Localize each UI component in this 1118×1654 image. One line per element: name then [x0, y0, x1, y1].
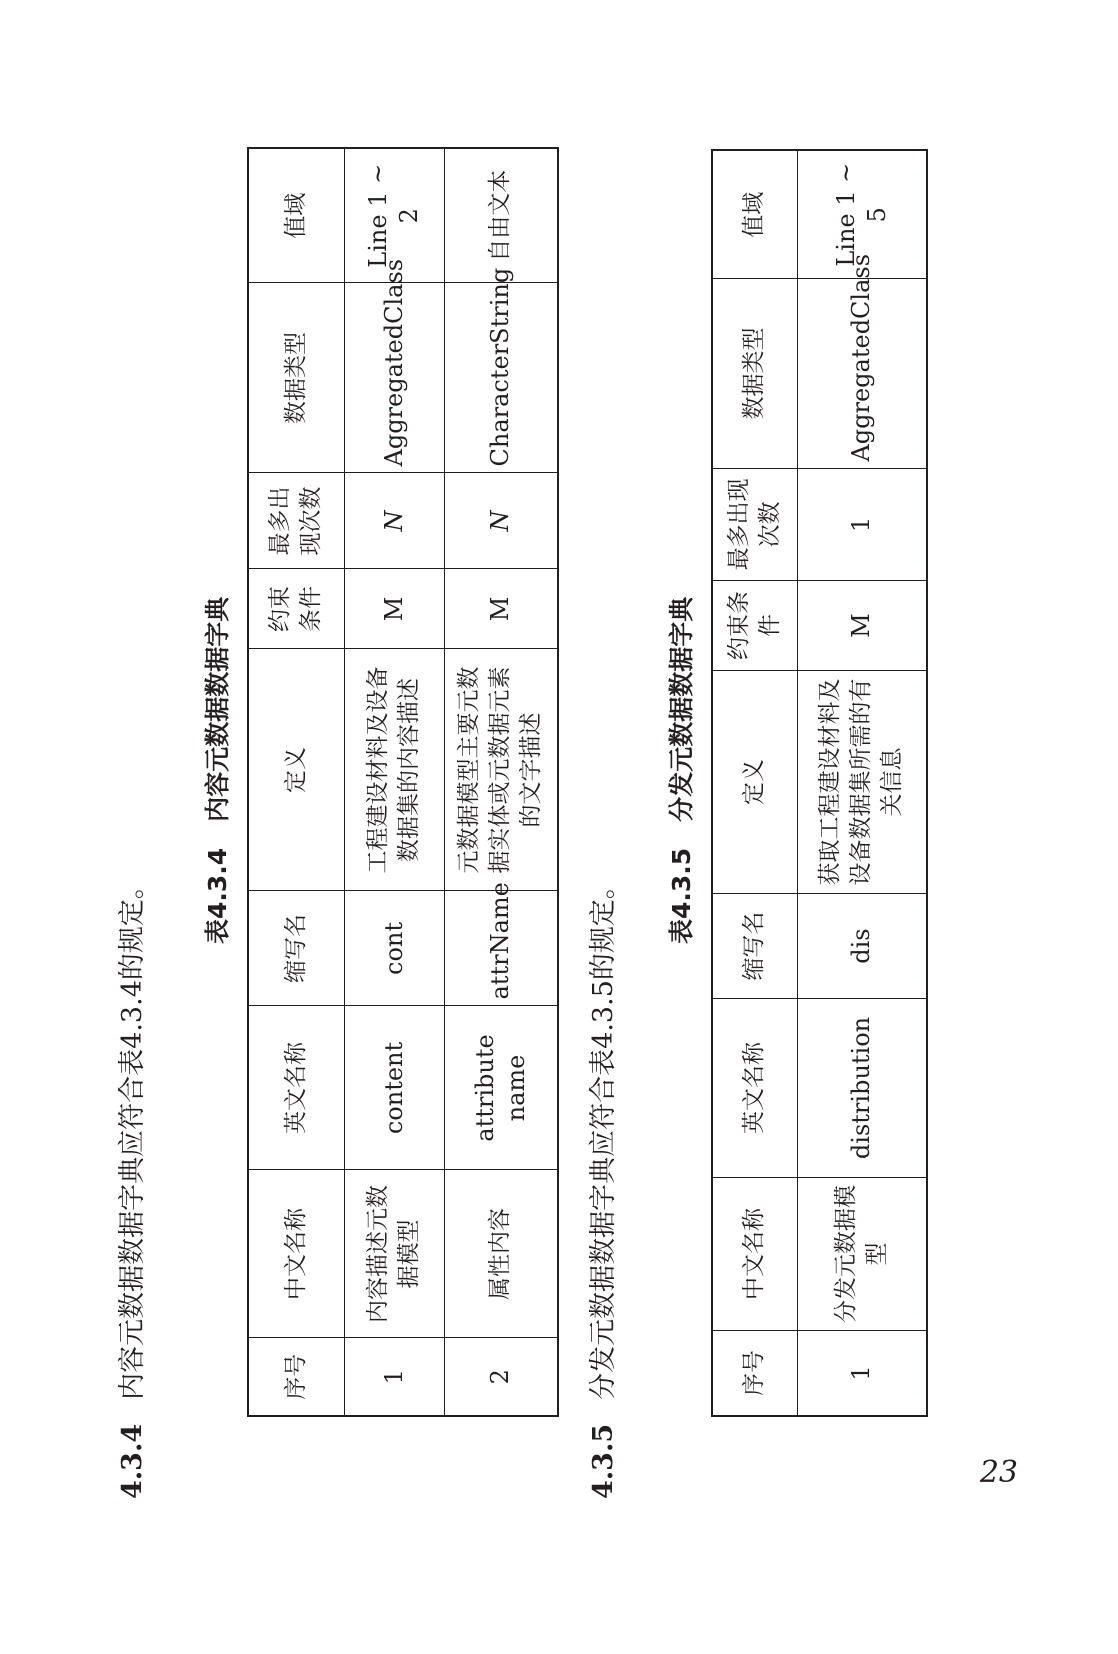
- cell-constraint: M: [444, 569, 558, 649]
- cell-domain: Line 1 ~ 2: [344, 148, 444, 283]
- cell-max-occurs: N: [344, 473, 444, 569]
- clause-text: 分发元数据数据字典应符合表4.3.5的规定。: [588, 872, 619, 1400]
- table-header-row: [712, 150, 797, 1416]
- cell-definition: 工程建设材料及设备数据集的内容描述: [344, 649, 444, 891]
- cell-en-name: attribute name: [444, 1006, 558, 1170]
- cell-constraint: M: [797, 581, 927, 671]
- cell-en-name: content: [344, 1006, 444, 1170]
- cell-max-occurs: N: [444, 473, 558, 569]
- header-domain: 值域: [712, 150, 797, 279]
- cell-cn-name: 内容描述元数据模型: [344, 1170, 444, 1338]
- cell-abbr: cont: [344, 891, 444, 1006]
- table-row: [444, 148, 558, 1416]
- table-row: [797, 150, 927, 1416]
- table-header-row: [248, 148, 344, 1416]
- header-abbr: 缩写名: [248, 891, 344, 1006]
- header-domain: 值域: [248, 148, 344, 283]
- cell-data-type: CharacterString: [444, 283, 558, 473]
- header-data-type: 数据类型: [248, 283, 344, 473]
- cell-seq: 1: [344, 1338, 444, 1416]
- table-4-3-4: [247, 147, 559, 1417]
- header-constraint: 约束条件: [712, 581, 797, 671]
- table-4-3-5: [711, 149, 928, 1417]
- clause-4-3-4: [117, 872, 149, 1499]
- table-row: [344, 148, 444, 1416]
- header-definition: 定义: [248, 649, 344, 891]
- header-seq: 序号: [248, 1338, 344, 1416]
- caption-number: 表4.3.5: [667, 847, 696, 944]
- page-number: 23: [979, 1455, 1018, 1490]
- cell-max-occurs: 1: [797, 468, 927, 581]
- header-cn-name: 中文名称: [712, 1178, 797, 1331]
- clause-number: 4.3.5: [588, 1423, 619, 1499]
- header-constraint: 约束条件: [248, 569, 344, 649]
- header-max-occurs: 最多出现次数: [712, 468, 797, 581]
- cell-constraint: M: [344, 569, 444, 649]
- cell-en-name: distribution: [797, 998, 927, 1177]
- header-en-name: 英文名称: [248, 1006, 344, 1170]
- table-caption-4-3-5: [667, 597, 697, 944]
- caption-number: 表4.3.4: [203, 847, 232, 944]
- cell-definition: 元数据模型主要元数据实体或元数据元素的文字描述: [444, 649, 558, 891]
- header-data-type: 数据类型: [712, 279, 797, 468]
- caption-title: 内容元数据数据字典: [203, 596, 232, 822]
- cell-cn-name: 分发元数据模型: [797, 1178, 927, 1331]
- cell-data-type: AggregatedClass: [797, 279, 927, 468]
- cell-domain: 自由文本: [444, 148, 558, 283]
- header-abbr: 缩写名: [712, 894, 797, 999]
- caption-title: 分发元数据数据字典: [667, 596, 696, 822]
- clause-number: 4.3.4: [117, 1423, 148, 1499]
- header-cn-name: 中文名称: [248, 1170, 344, 1338]
- cell-abbr: dis: [797, 894, 927, 999]
- cell-seq: 2: [444, 1338, 558, 1416]
- header-seq: 序号: [712, 1330, 797, 1416]
- header-en-name: 英文名称: [712, 998, 797, 1177]
- clause-text: 内容元数据数据字典应符合表4.3.4的规定。: [117, 872, 148, 1400]
- header-max-occurs: 最多出现次数: [248, 473, 344, 569]
- table-caption-4-3-4: [203, 597, 233, 944]
- header-definition: 定义: [712, 670, 797, 893]
- cell-cn-name: 属性内容: [444, 1170, 558, 1338]
- cell-data-type: AggregatedClass: [344, 283, 444, 473]
- cell-abbr: attrName: [444, 891, 558, 1006]
- cell-seq: 1: [797, 1330, 927, 1416]
- cell-domain: Line 1 ~ 5: [797, 150, 927, 279]
- clause-4-3-5: [588, 872, 620, 1499]
- cell-definition: 获取工程建设材料及设备数据集所需的有关信息: [797, 670, 927, 893]
